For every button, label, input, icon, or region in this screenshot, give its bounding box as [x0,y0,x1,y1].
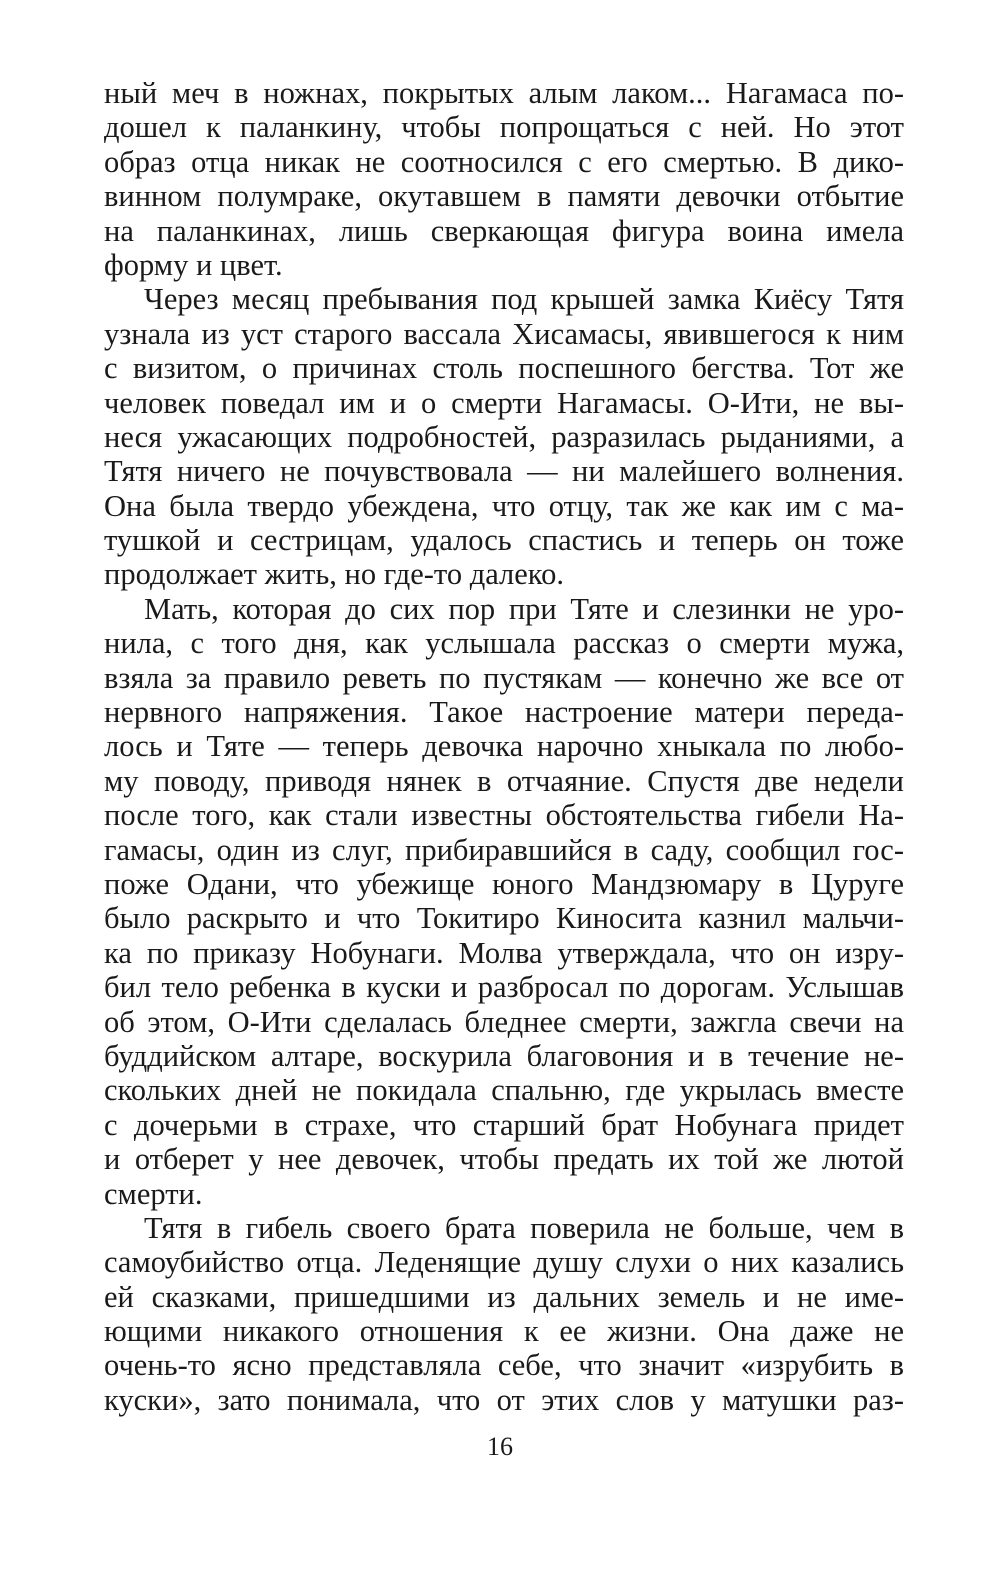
text-line: ей сказками, пришедшими из дальних земель и не име- [104,1279,904,1314]
text-line: ный меч в ножнах, покрытых алым лаком... Нагамаса по- [104,76,904,110]
text-line: Через месяц пребывания под крышей замка Киёсу Тятя [144,282,904,317]
text-line: с дочерьми в страхе, что старший брат Нобунага придет [104,1107,904,1142]
text-line: Тятя в гибель своего брата поверила не больше, чем в [144,1210,904,1245]
text-line: гамасы, один из слуг, прибиравшийся в саду, сообщил гос- [104,832,904,867]
text-line: Мать, которая до сих пор при Тяте и слезинки не уро- [144,591,904,626]
text-line: и отберет у нее девочек, чтобы предать их той же лютой [104,1142,904,1177]
text-line: очень-то ясно представляла себе, что значит «изрубить в [104,1348,904,1383]
text-line: с визитом, о причинах столь поспешного бегства. Тот же [104,351,904,386]
paragraph [104,282,904,592]
text-line: об этом, О-Ити сделалась бледнее смерти, зажгла свечи на [104,1004,904,1039]
text-line: Она была твердо убеждена, что отцу, так же как им с ма- [104,488,904,523]
text-line: узнала из уст старого вассала Хисамасы, явившегося к ним [104,316,904,351]
text-line: буддийском алтаре, воскурила благовония и в течение не- [104,1038,904,1073]
text-line: куски», зато понимала, что от этих слов у матушки раз- [104,1382,904,1417]
text-line: поже Одани, что убежище юного Мандзюмару в Цуруге [104,866,904,901]
text-line: самоубийство отца. Леденящие душу слухи о них казались [104,1245,904,1280]
page-body [104,76,904,1417]
text-line: скольких дней не покидала спальню, где укрылась вместе [104,1073,904,1108]
text-line: лось и Тяте — теперь девочка нарочно хныкала по любо- [104,729,904,764]
text-line: смерти. [104,1176,203,1211]
text-line: образ отца никак не соотносился с его смертью. В дико- [104,144,904,179]
text-line: форму и цвет. [104,247,283,282]
text-line: винном полумраке, окутавшем в памяти девочки отбытие [104,179,904,214]
paragraph [104,1211,904,1417]
text-line: Тятя ничего не почувствовала — ни малейшего волнения. [104,454,904,489]
text-line: му поводу, приводя нянек в отчаяние. Спустя две недели [104,763,904,798]
text-line: было раскрыто и что Токитиро Киносита казнил мальчи- [104,901,904,936]
text-line: нервного напряжения. Такое настроение матери переда- [104,695,904,730]
text-line: тушкой и сестрицам, удалось спастись и теперь он тоже [104,523,904,558]
text-line: продолжает жить, но где-то далеко. [104,557,564,592]
text-line: взяла за правило реветь по пустякам — конечно же все от [104,660,904,695]
text-line: дошел к паланкину, чтобы попрощаться с ней. Но этот [104,110,904,145]
paragraph [104,76,904,282]
paragraph [104,592,904,1211]
text-line: неся ужасающих подробностей, разразилась рыданиями, а [104,419,904,454]
text-line: на паланкинах, лишь сверкающая фигура воина имела [104,213,904,248]
page-number: 16 [487,1432,513,1461]
text-line: ка по приказу Нобунаги. Молва утверждала, что он изру- [104,935,904,970]
text-line: ющими никакого отношения к ее жизни. Она даже не [104,1314,904,1349]
text-line: нила, с того дня, как услышала рассказ о смерти мужа, [104,626,904,661]
text-line: человек поведал им и о смерти Нагамасы. О-Ити, не вы- [104,385,904,420]
text-line: бил тело ребенка в куски и разбросал по дорогам. Услышав [104,970,904,1005]
text-line: после того, как стали известны обстоятельства гибели На- [104,798,904,833]
